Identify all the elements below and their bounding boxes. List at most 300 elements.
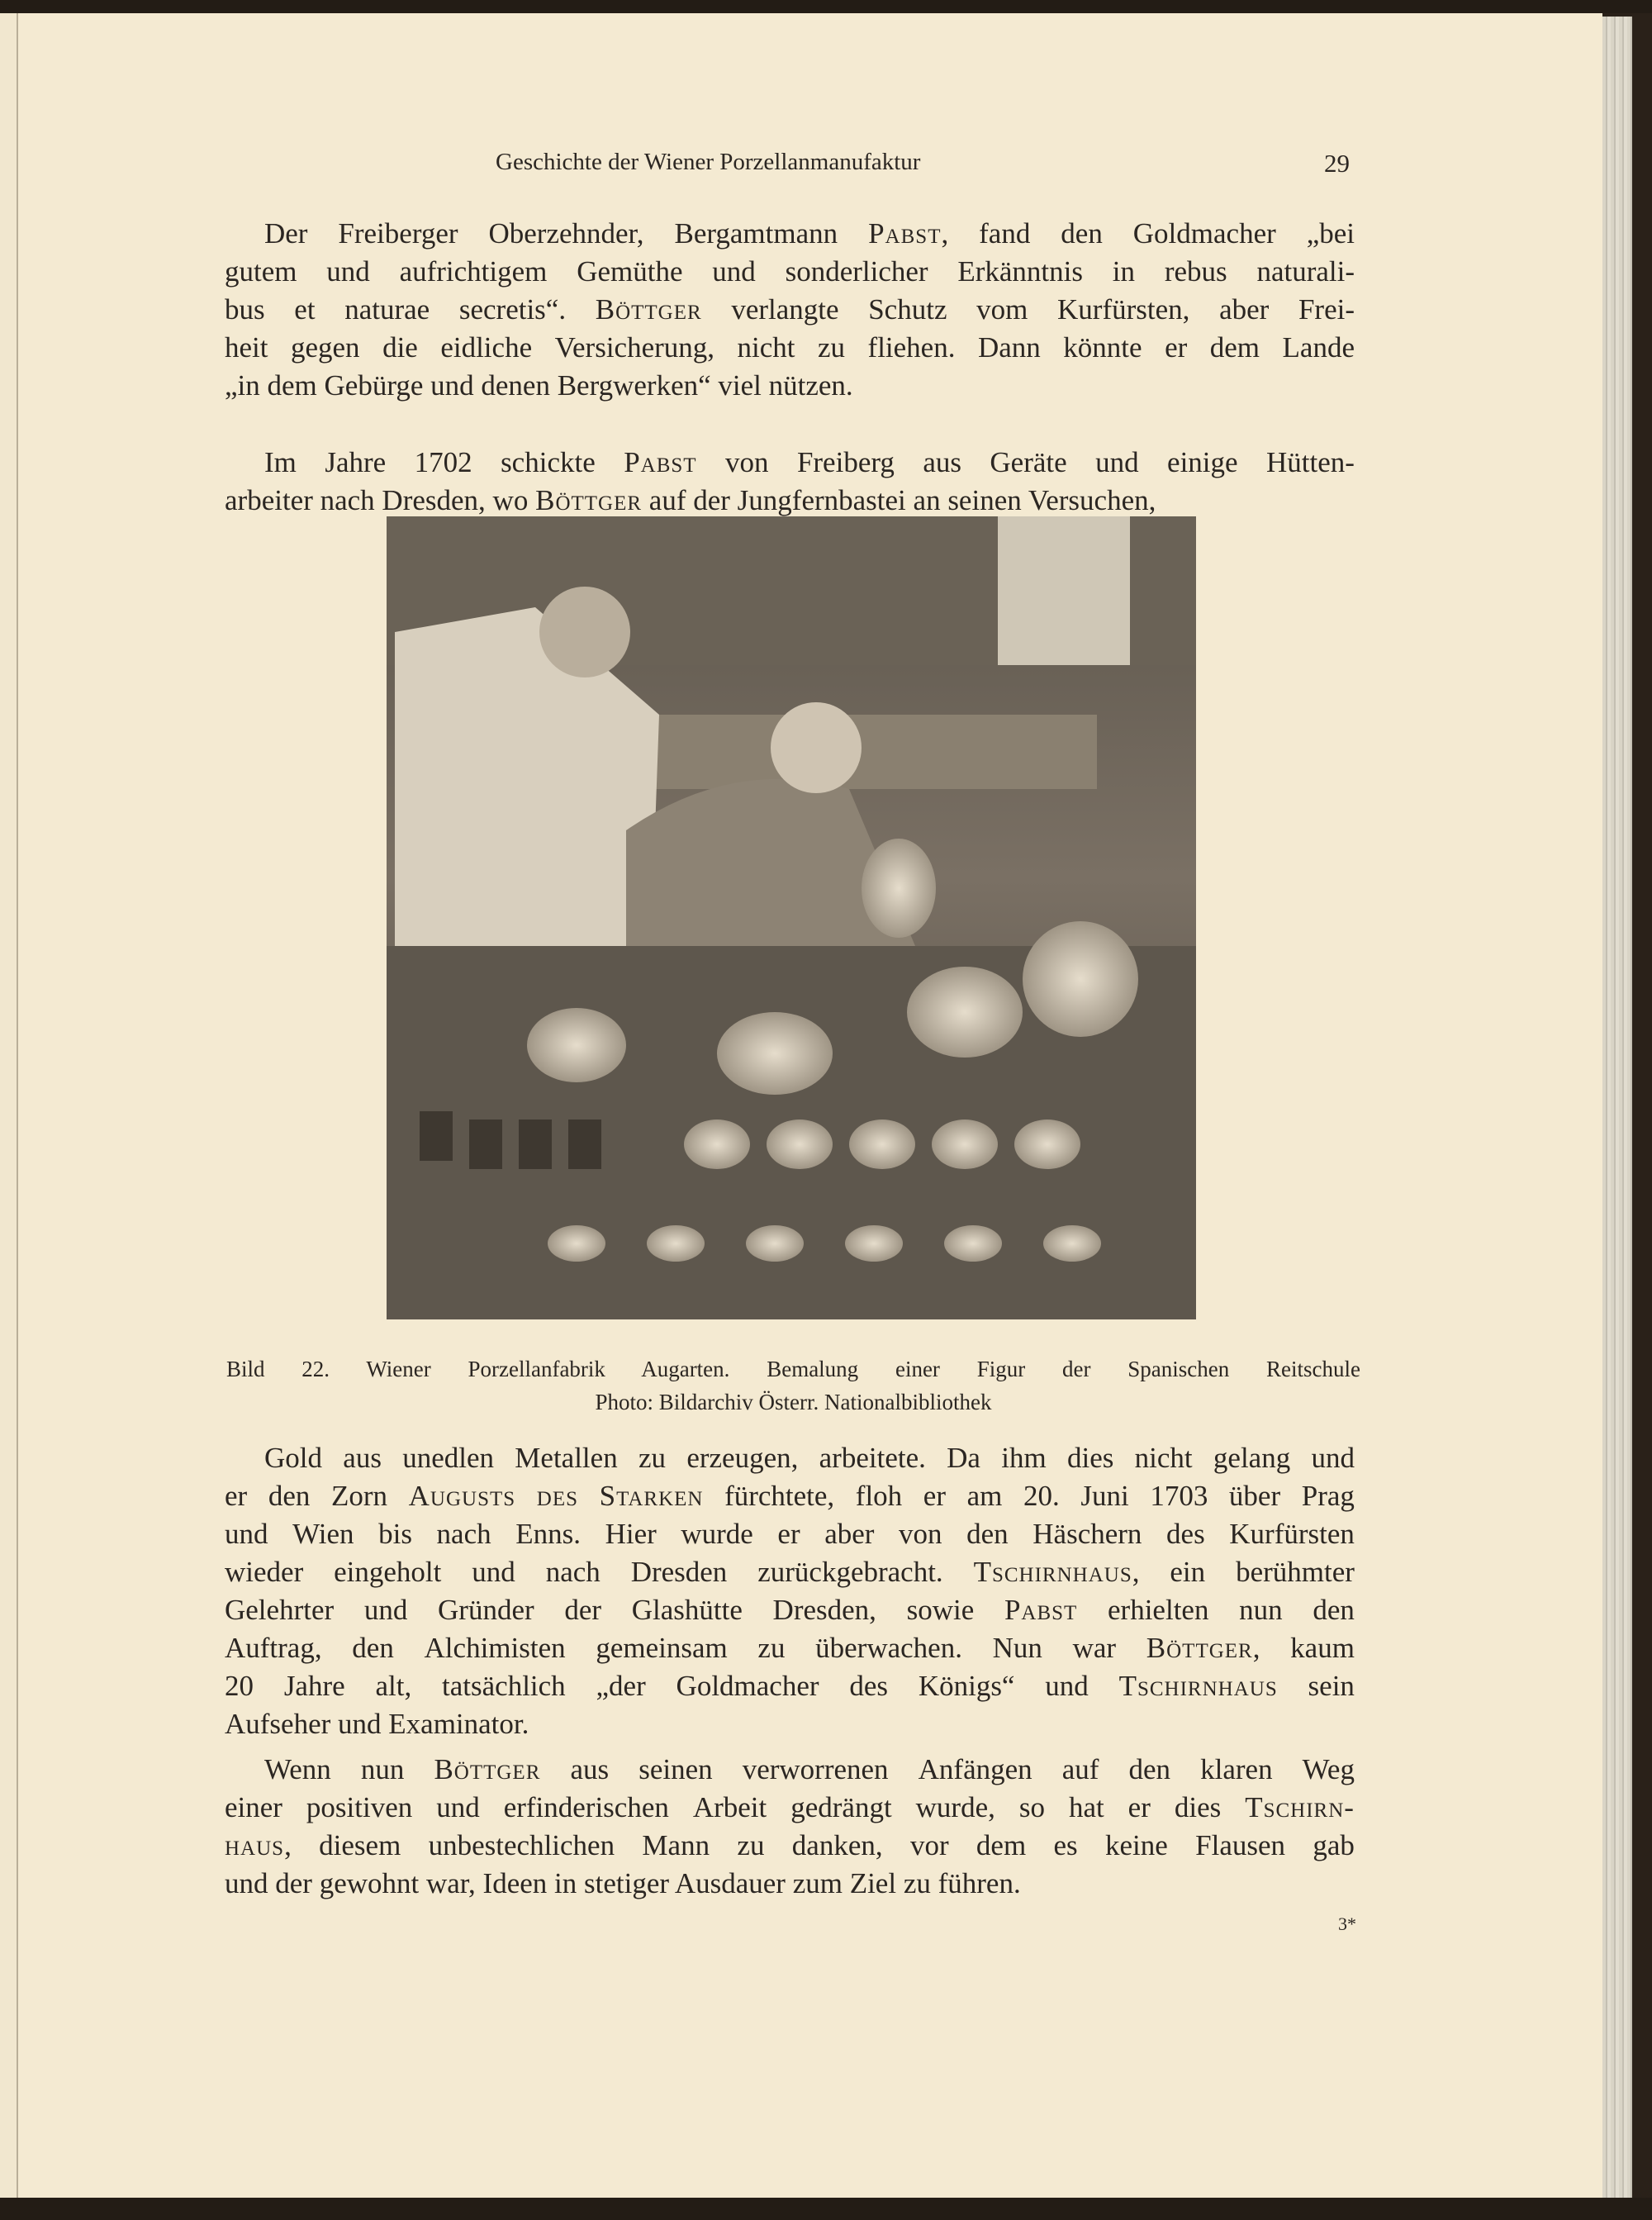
word <box>225 1477 247 1515</box>
word-part: arbeitete. <box>819 1442 926 1474</box>
word <box>1061 215 1103 253</box>
word-part: die <box>382 331 418 364</box>
word-part: 1703 <box>1150 1480 1208 1512</box>
scan-border-bottom <box>0 2198 1652 2220</box>
word <box>291 329 360 367</box>
word-part: „der <box>596 1670 646 1702</box>
paragraph-2 <box>225 444 1355 520</box>
word <box>675 215 838 253</box>
word <box>225 1789 282 1827</box>
signature-mark: 3* <box>1338 1913 1356 1934</box>
word <box>1290 1629 1355 1667</box>
word <box>743 1751 889 1789</box>
word <box>1063 329 1142 367</box>
figure-caption-title: Bild 22. Wiener Porzellanfabrik Augarten. Bemalung einer Figur der Spanischen Reitschule <box>226 1357 1360 1381</box>
word-part: floh <box>855 1480 903 1512</box>
word-part: Flausen <box>1195 1829 1286 1861</box>
word-part: und <box>363 1594 408 1626</box>
word-part: secretis“. <box>458 293 567 326</box>
word-part: bus <box>225 293 265 326</box>
word <box>378 1515 412 1553</box>
word-part: er <box>923 1480 946 1512</box>
word-part: gelang <box>1213 1442 1291 1474</box>
word <box>504 1789 669 1827</box>
word-part: dem <box>1209 331 1260 364</box>
text-line <box>225 291 1355 329</box>
word-part: wieder <box>225 1556 304 1588</box>
word <box>264 444 297 482</box>
word-part: nicht <box>1134 1442 1193 1474</box>
word <box>815 1629 962 1667</box>
word <box>1303 1751 1355 1789</box>
word <box>1236 1553 1355 1591</box>
word-part: zu <box>737 1829 765 1861</box>
word-part: es <box>1053 1829 1078 1861</box>
word-part: Hier <box>605 1518 657 1550</box>
name-smallcaps: Tschirnhaus <box>1118 1670 1278 1702</box>
text-line <box>225 1515 1355 1553</box>
word-part: aus <box>570 1753 610 1785</box>
word <box>1298 291 1355 329</box>
word <box>725 444 769 482</box>
word-part: verworrenen <box>742 1753 889 1785</box>
word <box>415 444 472 482</box>
word-part: diesem <box>319 1829 401 1861</box>
word <box>1069 1789 1104 1827</box>
word <box>724 1477 834 1515</box>
word: „in dem Gebürge und denen Bergwerken“ viel nützen. <box>225 369 853 402</box>
word-part: Jahre <box>325 446 387 478</box>
word-part: ihm <box>1001 1442 1047 1474</box>
word-part: fliehen. <box>867 331 956 364</box>
text-line <box>225 367 1355 405</box>
word <box>596 1667 646 1705</box>
word <box>515 1439 617 1477</box>
word: auf der Jungfernbastei an seinen Versuchen, <box>642 484 1156 516</box>
word-part: bis <box>378 1518 412 1550</box>
word <box>1057 291 1189 329</box>
word-part: Anfängen <box>918 1753 1032 1785</box>
name-smallcaps: Starken <box>599 1480 704 1512</box>
word <box>1219 291 1269 329</box>
running-title: Geschichte der Wiener Porzellanmanufaktur <box>496 149 921 175</box>
word <box>976 1827 1026 1865</box>
name-smallcaps: Böttger <box>434 1753 541 1785</box>
word-part: Freiberger <box>338 217 458 250</box>
word <box>1054 1827 1078 1865</box>
word <box>738 329 795 367</box>
word-part: hat <box>1068 1791 1104 1823</box>
word: und der gewohnt war, Ideen in stetiger Ausdauer zum Ziel zu führen. <box>225 1867 1021 1899</box>
word <box>1213 1439 1290 1477</box>
scan-border-top <box>0 0 1652 13</box>
word-part: dies <box>1174 1791 1222 1823</box>
word <box>1004 1591 1077 1629</box>
word <box>1001 1439 1046 1477</box>
word-part: eidliche <box>440 331 533 364</box>
word <box>343 1439 382 1477</box>
text-line <box>225 1667 1355 1705</box>
word-part: überwachen. <box>815 1632 962 1664</box>
word <box>976 291 1028 329</box>
word <box>537 1477 578 1515</box>
word-part: am <box>966 1480 1003 1512</box>
word: Aufseher und Examinator. <box>225 1708 529 1740</box>
word <box>488 215 643 253</box>
text-line <box>225 482 1355 520</box>
word <box>966 1515 1009 1553</box>
word-part: Kurfürsten <box>1229 1518 1355 1550</box>
word <box>1167 444 1238 482</box>
word-part: Gold <box>264 1442 322 1474</box>
word-part: seinen <box>638 1753 713 1785</box>
word-part: einige <box>1167 446 1238 478</box>
word <box>264 1439 322 1477</box>
word-part: gutem <box>225 255 297 288</box>
word-part: den <box>268 1480 311 1512</box>
word <box>993 1629 1042 1667</box>
page-number: 29 <box>1324 149 1350 178</box>
word <box>923 444 961 482</box>
word <box>899 1515 942 1553</box>
word-part: er <box>225 1480 248 1512</box>
page-stack-edge <box>1602 17 1632 2198</box>
word <box>797 444 895 482</box>
word <box>382 329 418 367</box>
word <box>686 1439 798 1477</box>
word-part: aus <box>343 1442 382 1474</box>
word <box>375 1667 411 1705</box>
word <box>792 1827 883 1865</box>
word <box>1133 215 1276 253</box>
word <box>642 1827 710 1865</box>
word-part: 20. <box>1023 1480 1060 1512</box>
figure-photo-porcelain-workshop <box>387 516 1196 1319</box>
word-part: berühmter <box>1236 1556 1355 1588</box>
word-part: sowie <box>906 1594 975 1626</box>
word-part: aber <box>824 1518 875 1550</box>
word <box>442 1667 566 1705</box>
word <box>868 215 948 253</box>
word <box>978 329 1041 367</box>
word-part: Dresden <box>630 1556 728 1588</box>
word <box>596 1629 727 1667</box>
word-part: und <box>326 255 370 288</box>
word <box>1129 1751 1171 1789</box>
word-part: kaum <box>1290 1632 1355 1664</box>
word <box>868 291 947 329</box>
word-part: und <box>1311 1442 1355 1474</box>
word <box>818 329 845 367</box>
word-part: und <box>436 1791 480 1823</box>
name-smallcaps: Pabst <box>1004 1594 1078 1626</box>
word <box>979 215 1030 253</box>
word-part: eingeholt <box>334 1556 442 1588</box>
name-smallcaps: haus <box>225 1829 285 1861</box>
word <box>1095 444 1139 482</box>
word <box>1229 1515 1355 1553</box>
word <box>1146 1629 1260 1667</box>
word-part: keine <box>1105 1829 1168 1861</box>
name-smallcaps: Tschirnhaus <box>973 1556 1132 1588</box>
word <box>268 1477 311 1515</box>
word <box>676 1667 819 1705</box>
word-part: des <box>849 1670 888 1702</box>
word-part: so <box>1018 1791 1045 1823</box>
word-part: Oberzehnder, <box>488 217 644 250</box>
word <box>436 1789 480 1827</box>
word <box>605 1515 657 1553</box>
word-part: erhielten <box>1108 1594 1209 1626</box>
figure-credit: Photo: Bildarchiv Österr. Nationalbibliothek <box>595 1390 992 1414</box>
word <box>225 291 265 329</box>
word <box>919 1667 1015 1705</box>
word <box>264 1751 331 1789</box>
word-part: dem <box>976 1829 1027 1861</box>
word <box>1308 1667 1355 1705</box>
word <box>344 291 430 329</box>
word <box>1170 1553 1205 1591</box>
word <box>570 1751 609 1789</box>
word <box>693 1789 767 1827</box>
word-part: Versicherung, <box>554 331 715 364</box>
word-part: gab <box>1313 1829 1355 1861</box>
word-part: unbestechlichen <box>428 1829 615 1861</box>
paragraph-1 <box>225 215 1355 405</box>
word-part: Im <box>264 446 297 478</box>
word <box>974 1553 1140 1591</box>
word <box>409 1477 516 1515</box>
word-part: naturali- <box>1256 255 1355 288</box>
word-part: klaren <box>1200 1753 1273 1785</box>
word <box>555 329 714 367</box>
word <box>1313 1591 1355 1629</box>
word-part: Schutz <box>868 293 947 326</box>
word-part: vom <box>976 293 1028 326</box>
word-part: Alchimisten <box>424 1632 566 1664</box>
word-part: von <box>899 1518 942 1550</box>
word <box>577 253 682 291</box>
word <box>425 1629 566 1667</box>
word <box>757 1553 942 1591</box>
word <box>1195 1827 1285 1865</box>
word <box>501 444 596 482</box>
word <box>1023 1477 1060 1515</box>
word-part: sein <box>1308 1670 1355 1702</box>
word-part: Prag <box>1301 1480 1355 1512</box>
word-part: , <box>941 217 949 250</box>
word <box>225 253 297 291</box>
text-line <box>225 1591 1355 1629</box>
word <box>325 444 386 482</box>
word <box>1119 1667 1278 1705</box>
word <box>402 1439 494 1477</box>
text-line <box>225 1705 1355 1743</box>
word-part: zu <box>818 331 846 364</box>
word <box>1073 1629 1116 1667</box>
word-part: könnte <box>1063 331 1142 364</box>
word-part: Hütten- <box>1266 446 1355 478</box>
word-part: verlangte <box>731 293 839 326</box>
word-part: , <box>284 1829 292 1861</box>
word-part: danken, <box>791 1829 883 1861</box>
word <box>546 1553 601 1591</box>
word <box>1302 1477 1355 1515</box>
word <box>632 1591 743 1629</box>
word-part: rebus <box>1164 255 1227 288</box>
text-line <box>225 1439 1355 1477</box>
word-part: nicht <box>737 331 795 364</box>
word <box>434 1751 540 1789</box>
word-part: und <box>1095 446 1139 478</box>
word <box>786 253 928 291</box>
word-part: Jahre <box>283 1670 345 1702</box>
word-part: Auftrag, <box>225 1632 322 1664</box>
word-part: war <box>1072 1632 1117 1664</box>
word <box>352 1629 394 1667</box>
word-part: naturae <box>344 293 430 326</box>
word-part: fand <box>979 217 1031 250</box>
word <box>849 1667 888 1705</box>
word <box>916 1789 995 1827</box>
word-part: erfinderischen <box>503 1791 669 1823</box>
word-part: nach <box>436 1518 491 1550</box>
word <box>1105 1827 1168 1865</box>
word-part: unedlen <box>402 1442 495 1474</box>
word-part: der <box>564 1594 602 1626</box>
word <box>1165 253 1227 291</box>
word <box>957 253 1083 291</box>
word <box>319 1827 401 1865</box>
word-part: sonderlicher <box>785 255 928 288</box>
name-smallcaps: Böttger <box>595 293 702 326</box>
word <box>1135 1439 1193 1477</box>
text-line <box>225 1629 1355 1667</box>
word-part: und <box>712 255 756 288</box>
word-part: 20 <box>225 1670 254 1702</box>
word <box>429 1827 615 1865</box>
word-part: und <box>225 1518 268 1550</box>
word-part: tatsächlich <box>442 1670 566 1702</box>
name-smallcaps: Böttger <box>535 484 643 516</box>
word-part: Frei- <box>1298 293 1355 326</box>
word-part: Nun <box>992 1632 1042 1664</box>
text-line <box>225 1865 1355 1903</box>
word-part: et <box>294 293 316 326</box>
word-part: Da <box>947 1442 980 1474</box>
word-part: Wenn <box>264 1753 331 1785</box>
word-part: Dann <box>977 331 1041 364</box>
name-smallcaps: Böttger <box>1146 1632 1253 1664</box>
word <box>515 1515 581 1553</box>
word-part: Glashütte <box>631 1594 743 1626</box>
word <box>364 1591 408 1629</box>
word <box>1307 215 1355 253</box>
word-part: Bergamtmann <box>674 217 838 250</box>
word <box>1311 1439 1355 1477</box>
word <box>638 1439 666 1477</box>
word-part: schickte <box>501 446 596 478</box>
word <box>225 1515 268 1553</box>
word-part: Arbeit <box>692 1791 767 1823</box>
word <box>1165 329 1187 367</box>
word <box>225 1827 292 1865</box>
word <box>907 1591 975 1629</box>
word <box>824 1515 874 1553</box>
word <box>292 1515 354 1553</box>
word <box>437 1515 491 1553</box>
word-part: Häschern <box>1032 1518 1142 1550</box>
word <box>600 1477 704 1515</box>
word-part: Gelehrter <box>225 1594 335 1626</box>
word-part: auf <box>1061 1753 1099 1785</box>
word <box>947 1439 980 1477</box>
word <box>1019 1789 1045 1827</box>
word-part: positiven <box>306 1791 413 1823</box>
word-part: nun <box>360 1753 405 1785</box>
word-part: erzeugen, <box>686 1442 799 1474</box>
word-part: einer <box>225 1791 282 1823</box>
word <box>1245 1789 1355 1827</box>
word-part: aufrichtigem <box>399 255 548 288</box>
word-part: gemeinsam <box>596 1632 728 1664</box>
word <box>1266 444 1355 482</box>
name-smallcaps: des <box>536 1480 578 1512</box>
word-part: Erkänntnis <box>957 255 1083 288</box>
word-part: Geräte <box>990 446 1067 478</box>
word-part: Goldmacher <box>1132 217 1276 250</box>
word <box>1256 253 1355 291</box>
word-part: nach <box>545 1556 601 1588</box>
word-part: aber <box>1219 293 1270 326</box>
name-smallcaps: Augusts <box>408 1480 516 1512</box>
word-part: wurde <box>681 1518 753 1550</box>
text-line <box>225 329 1355 367</box>
word-part: Metallen <box>515 1442 618 1474</box>
text-line <box>225 1789 1355 1827</box>
word <box>472 1553 515 1591</box>
word <box>1166 1515 1205 1553</box>
word <box>624 444 696 482</box>
text-line <box>225 1477 1355 1515</box>
word: arbeiter nach Dresden, wo <box>225 484 536 516</box>
word <box>1175 1789 1221 1827</box>
word <box>757 1629 785 1667</box>
word <box>264 215 307 253</box>
word <box>438 1591 534 1629</box>
word <box>1210 329 1260 367</box>
word-part: vor <box>909 1829 949 1861</box>
word-part: Dresden, <box>772 1594 876 1626</box>
word <box>1200 1751 1272 1789</box>
word <box>1032 1515 1142 1553</box>
text-line <box>225 215 1355 253</box>
word-part: des <box>1166 1518 1205 1550</box>
word-part: Zorn <box>330 1480 388 1512</box>
word-part: , <box>1132 1556 1140 1588</box>
facing-page-edge <box>0 13 18 2198</box>
word <box>225 329 268 367</box>
word-part: gegen <box>290 331 360 364</box>
word <box>631 1553 728 1591</box>
word-part: aus <box>923 446 961 478</box>
word-part: Wien <box>292 1518 354 1550</box>
word-part: Lande <box>1282 331 1355 364</box>
text-line <box>225 444 1355 482</box>
text-line <box>225 1827 1355 1865</box>
word-part: „bei <box>1306 217 1355 250</box>
word <box>225 1553 303 1591</box>
